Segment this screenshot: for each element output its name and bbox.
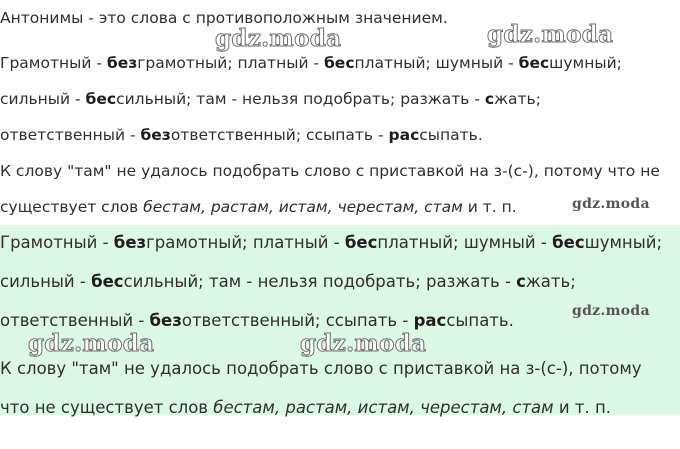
text-segment: шумный; — [549, 54, 622, 72]
watermark-logo: gdz.moda — [487, 21, 614, 48]
text-segment: сильный - — [0, 90, 86, 108]
answer1-line-2 — [0, 89, 541, 109]
bold-prefix: с — [516, 272, 526, 291]
bold-prefix: бес — [344, 233, 378, 252]
answer2-line-1 — [0, 233, 662, 253]
text-segment: К слову "там" не удалось подобрать слово с приставкой на з-(с-), потому — [0, 359, 642, 378]
text-segment: шумный; — [584, 233, 663, 252]
italic-words: бестам, растам, истам, черестам, стам — [213, 398, 554, 417]
answer2-line-4 — [0, 359, 642, 379]
text-segment: ответственный - — [0, 311, 150, 330]
text-segment: и т. п. — [553, 398, 611, 417]
text-segment: и т. п. — [462, 198, 517, 216]
bold-prefix: бес — [91, 272, 124, 291]
text-segment: сыпать. — [446, 311, 514, 330]
watermark-logo: gdz.moda — [572, 196, 650, 212]
italic-words: бестам, растам, истам, черестам, стам — [143, 198, 463, 216]
bold-prefix: без — [140, 126, 171, 144]
text-segment: ответственный; ссыпать - — [170, 126, 389, 144]
text-segment: платный; шумный - — [354, 54, 519, 72]
text-segment: платный; шумный - — [377, 233, 553, 252]
answer1-line-1 — [0, 53, 622, 73]
text-segment: грамотный; платный - — [137, 54, 324, 72]
text-segment: что не существует слов — [0, 398, 214, 417]
bold-prefix: без — [149, 311, 182, 330]
bold-prefix: бес — [518, 54, 550, 72]
watermark-logo: gdz.moda — [572, 303, 650, 319]
answer2-line-5 — [0, 398, 611, 418]
bold-prefix: бес — [85, 90, 117, 108]
answer2-line-2 — [0, 272, 576, 292]
text-segment: сильный - — [0, 272, 92, 291]
bold-prefix: с — [484, 90, 495, 108]
answer1-line-3 — [0, 125, 483, 145]
text-segment: К слову "там" не удалось подобрать слово с приставкой на з-(с-), потому что не — [0, 162, 660, 180]
bold-prefix: рас — [413, 311, 447, 330]
text-segment: жать; — [494, 90, 541, 108]
text-segment: жать; — [525, 272, 576, 291]
text-segment: ответственный; ссыпать - — [181, 311, 414, 330]
text-segment: сыпать. — [419, 126, 483, 144]
watermark-logo: gdz.moda — [215, 25, 342, 52]
answer2-line-3 — [0, 311, 514, 331]
watermark-logo: gdz.moda — [300, 330, 427, 357]
text-segment: грамотный; платный - — [146, 233, 345, 252]
intro-sentence: Антонимы - это слова с противоположным значением. — [0, 9, 448, 27]
bold-prefix: рас — [388, 126, 420, 144]
answer1-line-5 — [0, 197, 517, 217]
bold-prefix: без — [113, 233, 147, 252]
text-segment: сильный; там - нельзя подобрать; разжать - — [116, 90, 485, 108]
bold-prefix: бес — [323, 54, 355, 72]
text-segment: сильный; там - нельзя подобрать; разжать - — [123, 272, 517, 291]
text-segment: ответственный - — [0, 126, 141, 144]
bold-prefix: бес — [552, 233, 585, 252]
bold-prefix: без — [106, 54, 138, 72]
text-segment: существует слов — [0, 198, 144, 216]
text-segment: Грамотный - — [0, 233, 114, 252]
watermark-logo: gdz.moda — [28, 330, 155, 357]
answer1-line-4 — [0, 161, 660, 181]
text-segment: Грамотный - — [0, 54, 107, 72]
